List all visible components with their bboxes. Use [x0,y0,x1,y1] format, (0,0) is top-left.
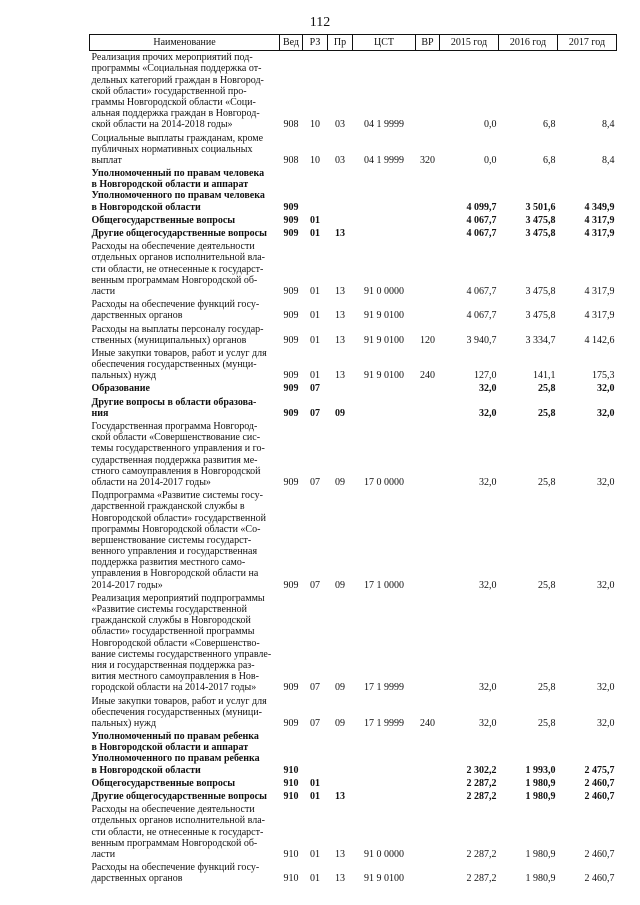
cell-2016: 3 475,8 [525,285,556,297]
cell-name [90,489,280,592]
cell-2016: 25,8 [538,579,556,591]
cell-pr [328,214,353,227]
cell-ved: 910 [283,764,299,776]
cell-name-line: Расходы на обеспечение деятельности [91,804,255,816]
cell-cst [353,167,416,214]
cell-name-line: дарственных органов [91,873,183,885]
cell-name-line: области» государственной программы [91,626,255,638]
table-row [90,347,617,383]
cell-ved: 909 [283,476,299,488]
table-row [90,298,617,322]
cell-name-line: в Новгородской области и аппарат [91,742,249,754]
cell-vr: 240 [420,717,435,729]
cell-rz: 01 [310,370,320,382]
cell-pr [328,730,353,777]
cell-rz: 01 [310,334,320,346]
cell-2017: 2 460,7 [584,777,615,789]
cell-rz: 07 [310,407,320,419]
cell-rz: 01 [310,777,320,789]
cell-cst: 91 9 0100 [364,334,404,346]
cell-2017: 8,4 [602,154,615,166]
header-name: Наименование [90,35,280,51]
cell-2017: 8,4 [602,119,615,131]
cell-2016: 3 501,6 [525,201,556,213]
table-body [90,51,617,886]
cell-ved: 910 [283,873,299,885]
table-row [90,777,617,790]
cell-ved: 910 [283,777,299,789]
table-row [90,803,617,861]
cell-pr [328,382,353,395]
header-pr: Пр [328,35,353,51]
cell-name-line: отдельных органов исполнительной вла- [91,815,265,827]
cell-name-line: Общегосударственные вопросы [91,777,236,789]
cell-2017: 2 460,7 [584,848,615,860]
cell-name [90,790,280,803]
table-row [90,240,617,298]
header-cst: ЦСТ [353,35,416,51]
cell-pr: 13 [335,791,345,802]
cell-2016: 3 475,8 [525,228,556,239]
header-2017: 2017 год [558,35,617,51]
cell-name-line: Расходы на обеспечение функций госу- [91,862,260,874]
cell-name [90,382,280,395]
cell-name-line: вершенствование системы государст- [91,534,252,546]
cell-2016: 25,8 [538,476,556,488]
cell-name [90,132,280,168]
cell-rz: 01 [310,848,320,860]
cell-2017: 32,0 [597,717,615,729]
cell-pr: 09 [335,476,345,488]
cell-name-line: Реализация мероприятий подпрограммы [91,592,265,604]
cell-rz: 07 [310,476,320,488]
cell-rz [303,730,328,777]
cell-2015: 4 067,7 [466,310,497,322]
cell-name-line: Другие общегосударственные вопросы [91,791,267,802]
cell-2015: 32,0 [479,383,497,395]
cell-2016: 1 980,9 [525,848,556,860]
cell-2016: 3 334,7 [525,334,556,346]
cell-ved: 909 [283,407,299,419]
cell-2015: 32,0 [479,407,497,419]
cell-vr [416,803,440,861]
cell-ved: 909 [283,285,299,297]
cell-name-line: вание системы государственного управле- [91,648,272,660]
cell-name-line: Расходы на выплаты персоналу государ- [91,323,264,335]
cell-pr: 13 [335,228,345,239]
cell-name-line: в Новгородской области и аппарат [91,179,249,191]
cell-pr: 03 [335,154,345,166]
table-row [90,489,617,592]
cell-2016: 141,1 [533,370,556,382]
cell-pr: 13 [335,285,345,297]
cell-2015: 0,0 [484,119,497,131]
cell-name [90,396,280,420]
table-row [90,790,617,803]
cell-vr: 320 [420,154,435,166]
cell-name-line: выплат [91,154,122,166]
cell-2015: 2 302,2 [466,764,497,776]
cell-pr: 09 [335,579,345,591]
cell-cst [353,396,416,420]
cell-2015: 127,0 [474,370,497,382]
cell-name-line: обеспечения государственных (мунци- [91,359,257,371]
cell-vr [416,382,440,395]
cell-rz: 07 [310,717,320,729]
cell-2017: 4 349,9 [584,201,615,213]
cell-vr [416,167,440,214]
cell-rz: 01 [310,310,320,322]
cell-rz: 01 [310,285,320,297]
cell-2016: 3 475,8 [525,310,556,322]
cell-name-line: области на 2014-2017 годы» [91,476,211,488]
cell-vr [416,861,440,885]
cell-name [90,592,280,695]
cell-vr [416,592,440,695]
table-row [90,861,617,885]
cell-cst: 91 9 0100 [364,370,404,382]
cell-ved: 909 [283,383,299,395]
cell-name-line: Уполномоченного по правам ребенка [91,753,260,765]
cell-name-line: ской области» государственной про- [91,85,247,97]
cell-rz: 10 [310,154,320,166]
cell-name-line: Новгородской области» государственной [91,512,266,524]
cell-name [90,695,280,731]
cell-vr [416,51,440,132]
cell-name-line: Реализация прочих мероприятий под- [91,52,253,64]
cell-2017: 4 317,9 [584,285,615,297]
cell-name [90,214,280,227]
cell-rz: 10 [310,119,320,131]
cell-ved: 909 [283,228,299,239]
cell-vr [416,489,440,592]
cell-2015: 32,0 [479,579,497,591]
cell-name-line: венным программам Новгородской об- [91,837,258,849]
cell-name-line: дарственных органов [91,310,183,322]
cell-name-line: ласти [91,285,116,297]
cell-cst: 04 1 9999 [364,119,404,131]
cell-2016: 25,8 [538,682,556,694]
table-row [90,592,617,695]
cell-name-line: Уполномоченный по правам ребенка [91,731,259,743]
cell-name-line: поддержка развития местного само- [91,557,246,569]
cell-2015: 2 287,2 [466,873,497,885]
cell-vr [416,298,440,322]
cell-ved: 908 [283,119,299,131]
cell-ved: 909 [283,214,299,226]
cell-pr: 09 [335,717,345,729]
cell-name-line: Государственная программа Новгород- [91,421,258,432]
cell-cst: 17 1 9999 [364,717,404,729]
cell-name [90,777,280,790]
cell-name-line: альная поддержка граждан в Новгород- [91,108,260,120]
cell-2015: 3 940,7 [466,334,497,346]
cell-name [90,227,280,240]
cell-vr [416,396,440,420]
cell-2017: 4 317,9 [584,228,615,239]
cell-name [90,167,280,214]
cell-vr: 240 [420,370,435,382]
cell-rz: 07 [310,682,320,694]
cell-name-line: Социальные выплаты гражданам, кроме [91,132,264,144]
cell-vr [416,420,440,489]
cell-rz: 07 [310,579,320,591]
cell-ved: 909 [283,717,299,729]
cell-name-line: Другие вопросы в области образова- [91,396,257,408]
cell-ved: 909 [283,682,299,694]
table-row [90,695,617,731]
cell-name-line: Подпрограмма «Развитие системы госу- [91,490,263,502]
cell-pr: 13 [335,848,345,860]
cell-cst: 91 0 0000 [364,848,404,860]
cell-2015: 2 287,2 [466,848,497,860]
budget-table [89,34,617,886]
cell-rz: 01 [310,228,320,239]
cell-name-line: «Развитие системы государственной [91,604,248,615]
cell-name-line: публичных нормативных социальных [91,143,253,155]
cell-2016: 25,8 [538,407,556,419]
cell-ved: 910 [283,791,299,802]
cell-pr: 13 [335,310,345,322]
cell-name [90,298,280,322]
cell-name-line: дарственной гражданской службы в [91,501,245,513]
cell-vr: 120 [420,334,435,346]
cell-2015: 32,0 [479,717,497,729]
cell-name-line: Расходы на обеспечение функций госу- [91,299,260,311]
cell-ved: 909 [283,370,299,382]
cell-name-line: программы «Социальная поддержка от- [91,63,262,75]
cell-vr [416,730,440,777]
cell-2016: 1 993,0 [525,764,556,776]
table-row [90,167,617,214]
cell-2016: 1 980,9 [525,873,556,885]
cell-pr: 09 [335,682,345,694]
cell-2016: 1 980,9 [525,777,556,789]
cell-name-line: Расходы на обеспечение деятельности [91,241,255,253]
table-row [90,227,617,240]
cell-name-line: Уполномоченного по правам человека [91,190,265,202]
cell-name-line: темы государственного управления и го- [91,443,265,455]
cell-name [90,861,280,885]
cell-name-line: ния и государственная поддержка раз- [91,659,255,671]
cell-2016: 1 980,9 [525,791,556,802]
cell-cst [353,227,416,240]
cell-name-line: Уполномоченный по правам человека [91,168,265,180]
cell-ved: 909 [283,579,299,591]
cell-name [90,51,280,132]
cell-pr: 13 [335,873,345,885]
cell-2015: 4 099,7 [466,201,497,213]
table-row [90,132,617,168]
cell-name-line: в Новгородской области [91,201,201,213]
header-2015: 2015 год [440,35,499,51]
cell-2015: 32,0 [479,476,497,488]
cell-2016: 3 475,8 [525,214,556,226]
cell-2017: 32,0 [597,383,615,395]
cell-vr [416,214,440,227]
table-row [90,51,617,132]
cell-2015: 4 067,7 [466,228,497,239]
cell-rz: 01 [310,214,320,226]
cell-name-line: Иные закупки товаров, работ и услуг для [91,347,267,359]
cell-pr: 13 [335,334,345,346]
cell-name-line: Образование [91,383,150,395]
cell-2017: 32,0 [597,476,615,488]
cell-pr: 09 [335,407,345,419]
header-ved: Вед [280,35,303,51]
cell-rz: 01 [310,791,320,802]
cell-2015: 4 067,7 [466,214,497,226]
cell-name-line: сударственная поддержка развития ме- [91,454,258,466]
table-row [90,214,617,227]
cell-2015: 2 287,2 [466,777,497,789]
cell-name-line: отдельных органов исполнительной вла- [91,252,265,264]
cell-2015: 0,0 [484,154,497,166]
cell-cst: 17 0 0000 [364,476,404,488]
cell-name [90,730,280,777]
cell-cst [353,777,416,790]
cell-cst: 17 1 9999 [364,682,404,694]
cell-name-line: городской области на 2014-2017 годы» [91,682,257,694]
table-row [90,323,617,347]
cell-2016: 25,8 [538,383,556,395]
cell-name-line: вития местного самоуправления в Нов- [91,671,259,683]
table-row [90,396,617,420]
cell-name-line: ской области на 2014-2018 годы» [91,119,233,131]
cell-name-line: 2014-2017 годы» [91,579,163,591]
cell-name-line: Новгородской области «Совершенство- [91,637,260,649]
cell-name-line: ственных (муниципальных) органов [91,334,247,346]
cell-name-line: ской области «Совершенствование сис- [91,432,261,444]
cell-ved: 908 [283,154,299,166]
cell-name-line: ласти [91,848,116,860]
cell-2017: 32,0 [597,407,615,419]
cell-name-line: обеспечения государственных (муници- [91,706,262,718]
header-rz: РЗ [303,35,328,51]
cell-name [90,347,280,383]
cell-name [90,803,280,861]
cell-name-line: ния [91,407,109,419]
cell-2017: 4 317,9 [584,310,615,322]
cell-2017: 2 460,7 [584,791,615,802]
cell-vr [416,790,440,803]
cell-name [90,240,280,298]
cell-cst: 91 9 0100 [364,310,404,322]
cell-cst: 91 0 0000 [364,285,404,297]
cell-cst: 04 1 9999 [364,154,404,166]
cell-cst [353,382,416,395]
cell-name-line: Другие общегосударственные вопросы [91,228,267,239]
cell-2015: 2 287,2 [466,791,497,802]
cell-name-line: в Новгородской области [91,764,201,776]
cell-name-line: дельных категорий граждан в Новгород- [91,74,264,86]
header-vr: ВР [416,35,440,51]
cell-2016: 6,8 [543,119,556,131]
table-row [90,420,617,489]
cell-vr [416,777,440,790]
cell-pr [328,777,353,790]
table-row [90,730,617,777]
table-header [90,35,617,51]
cell-rz [303,167,328,214]
cell-vr [416,240,440,298]
cell-name-line: граммы Новгородской области «Соци- [91,96,256,108]
cell-name-line: венного управления и государственная [91,546,258,558]
cell-name-line: управления в Новгородской области на [91,568,259,580]
cell-name-line: Общегосударственные вопросы [91,214,236,226]
cell-pr: 03 [335,119,345,131]
cell-ved: 910 [283,848,299,860]
header-2016: 2016 год [499,35,558,51]
cell-vr [416,227,440,240]
cell-name-line: сти области, не отнесенные к государст- [91,826,264,838]
cell-2017: 32,0 [597,579,615,591]
cell-name-line: сти области, не отнесенные к государст- [91,263,264,275]
cell-rz: 07 [310,383,320,395]
cell-ved: 909 [283,201,299,213]
cell-name-line: стного самоуправления в Новгородской [91,465,261,477]
cell-2015: 4 067,7 [466,285,497,297]
cell-2017: 175,3 [592,370,615,382]
page-number: 112 [309,15,331,30]
cell-name-line: пальных) нужд [91,370,157,382]
cell-2015: 32,0 [479,682,497,694]
table-row [90,382,617,395]
cell-cst: 91 9 0100 [364,873,404,885]
cell-2017: 2 460,7 [584,873,615,885]
cell-2017: 4 142,6 [584,334,615,346]
cell-pr [328,167,353,214]
cell-2016: 25,8 [538,717,556,729]
cell-cst [353,730,416,777]
cell-name-line: гражданской службы в Новгородской [91,615,251,627]
cell-2017: 4 317,9 [584,214,615,226]
cell-ved: 909 [283,310,299,322]
cell-2017: 2 475,7 [584,764,615,776]
cell-cst: 17 1 0000 [364,579,404,591]
cell-name-line: Иные закупки товаров, работ и услуг для [91,695,267,707]
cell-name [90,420,280,489]
cell-name-line: пальных) нужд [91,717,157,729]
cell-rz: 01 [310,873,320,885]
cell-cst [353,790,416,803]
cell-name [90,323,280,347]
cell-ved: 909 [283,334,299,346]
cell-name-line: программы Новгородской области «Со- [91,523,261,535]
cell-2017: 32,0 [597,682,615,694]
cell-2016: 6,8 [543,154,556,166]
cell-pr: 13 [335,370,345,382]
cell-name-line: венным программам Новгородской об- [91,274,258,286]
cell-cst [353,214,416,227]
